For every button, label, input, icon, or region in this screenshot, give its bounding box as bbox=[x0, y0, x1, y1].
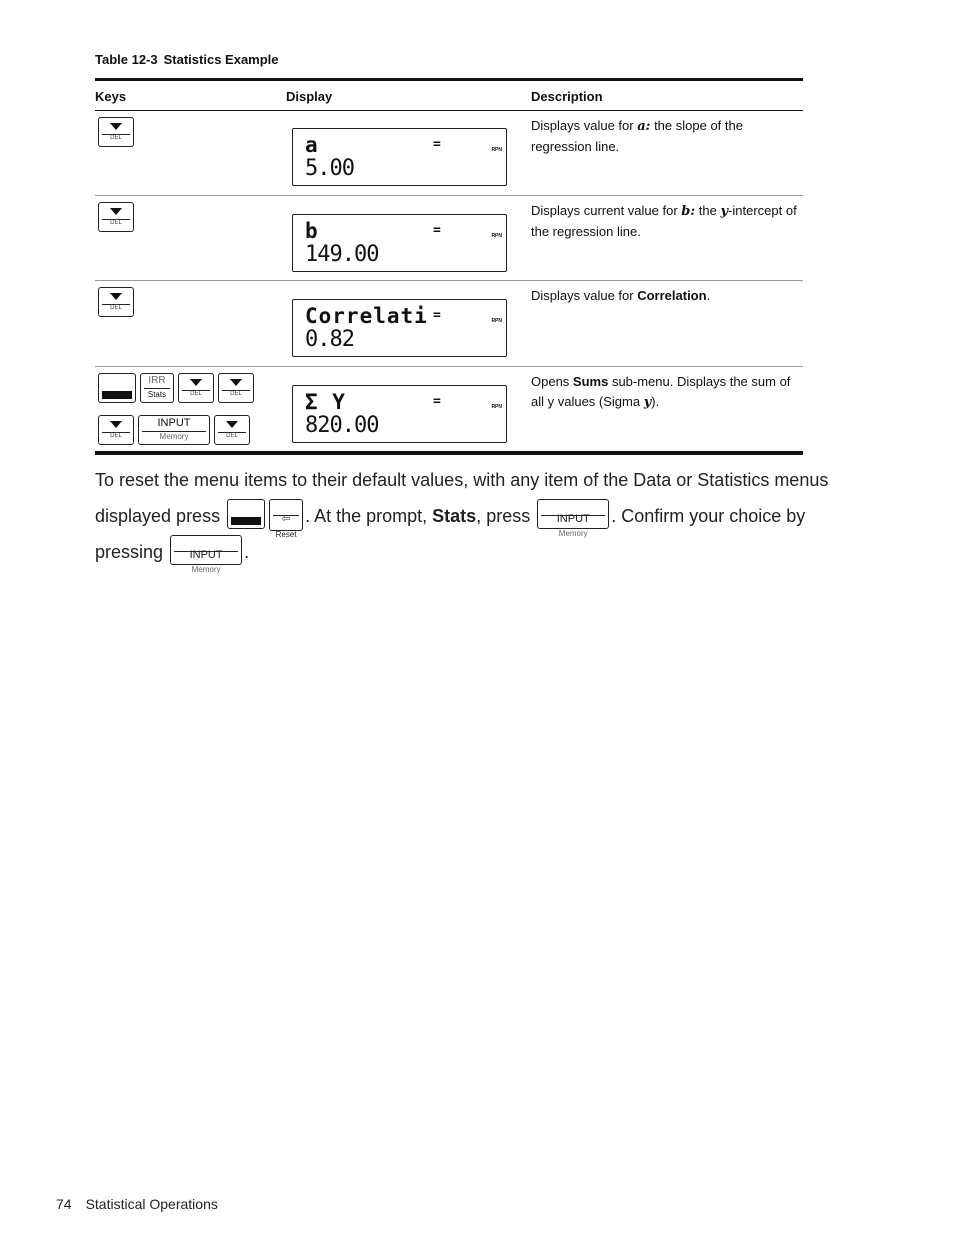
key-sublabel: DEL bbox=[110, 433, 122, 439]
lcd-display bbox=[292, 299, 507, 357]
table-bottom-rule bbox=[95, 451, 803, 455]
paragraph-line: pressing INPUT Memory . bbox=[95, 534, 835, 570]
key-sublabel: DEL bbox=[226, 433, 238, 439]
table-row bbox=[95, 281, 803, 366]
lcd-line2: 5.00 bbox=[305, 156, 354, 181]
lcd-mode: RPN bbox=[491, 147, 502, 153]
shift-key bbox=[98, 373, 136, 403]
down-arrow-key bbox=[98, 117, 134, 147]
header-display: Display bbox=[286, 89, 333, 104]
key-sublabel: Reset bbox=[275, 530, 297, 539]
key-sublabel: DEL bbox=[230, 391, 242, 397]
lcd-display bbox=[292, 128, 507, 186]
paragraph-line: To reset the menu items to their default values, with any item of the Data or Statistics menus bbox=[95, 470, 829, 490]
input-key bbox=[170, 535, 242, 574]
paragraph-line: displayed press ⇦ Reset . At the prompt, Stats, press INPUT Memory . Confirm your choice by bbox=[95, 498, 835, 534]
row-keys bbox=[98, 287, 278, 317]
row-description: Displays value for a: the slope of the regression line. bbox=[531, 118, 743, 154]
lcd-equals: = bbox=[433, 137, 441, 152]
key-top-label: INPUT bbox=[189, 549, 223, 561]
caption-title: Statistics Example bbox=[163, 52, 279, 67]
down-arrow-key bbox=[98, 415, 134, 445]
key-top-label: INPUT bbox=[556, 513, 590, 525]
input-key bbox=[537, 499, 609, 538]
section-title: Statistical Operations bbox=[85, 1196, 218, 1212]
key-sublabel: Memory bbox=[159, 432, 189, 441]
table-row bbox=[95, 111, 803, 195]
header-keys: Keys bbox=[95, 89, 127, 104]
header-description: Description bbox=[531, 89, 603, 104]
key-sublabel: DEL bbox=[110, 135, 122, 141]
lcd-line1: Correlati bbox=[305, 304, 428, 328]
input-key bbox=[138, 415, 210, 445]
down-arrow-key bbox=[214, 415, 250, 445]
table-caption bbox=[95, 52, 279, 67]
down-arrow-icon bbox=[110, 421, 122, 428]
key-top-label: INPUT bbox=[157, 417, 191, 429]
shift-bar-icon bbox=[102, 391, 132, 399]
row-description: Displays current value for b: the y-intercept of the regression line. bbox=[531, 203, 797, 239]
statistics-table bbox=[95, 78, 803, 455]
key-sublabel: Memory bbox=[191, 565, 221, 574]
lcd-line2: 0.82 bbox=[305, 327, 354, 352]
lcd-mode: RPN bbox=[491, 233, 502, 239]
lcd-equals: = bbox=[433, 223, 441, 238]
key-sublabel: DEL bbox=[110, 220, 122, 226]
row-keys bbox=[98, 373, 278, 449]
down-arrow-icon bbox=[110, 293, 122, 300]
down-arrow-key bbox=[218, 373, 254, 403]
row-description: Displays value for Correlation. bbox=[531, 288, 711, 303]
lcd-mode: RPN bbox=[491, 318, 502, 324]
row-keys bbox=[98, 202, 278, 232]
table-row bbox=[95, 196, 803, 280]
row-description: Opens Sums sub-menu. Displays the sum of all y values (Sigma y). bbox=[531, 374, 791, 410]
down-arrow-icon bbox=[190, 379, 202, 386]
key-sublabel: Stats bbox=[147, 390, 167, 399]
reset-key bbox=[269, 499, 303, 539]
down-arrow-icon bbox=[110, 208, 122, 215]
key-sublabel: Memory bbox=[558, 529, 588, 538]
down-arrow-icon bbox=[110, 123, 122, 130]
back-arrow-icon: ⇦ bbox=[281, 513, 291, 525]
shift-key bbox=[227, 499, 265, 529]
key-sublabel: DEL bbox=[110, 305, 122, 311]
key-sublabel: DEL bbox=[190, 391, 202, 397]
lcd-display bbox=[292, 214, 507, 272]
caption-label: Table 12-3 bbox=[95, 52, 158, 67]
page-number: 74 bbox=[56, 1196, 72, 1212]
page-footer bbox=[56, 1196, 218, 1212]
down-arrow-key bbox=[98, 287, 134, 317]
down-arrow-icon bbox=[226, 421, 238, 428]
down-arrow-key bbox=[98, 202, 134, 232]
shift-bar-icon bbox=[231, 517, 261, 525]
row-keys bbox=[98, 117, 278, 147]
table-header bbox=[95, 81, 803, 110]
lcd-mode: RPN bbox=[491, 404, 502, 410]
lcd-line2: 820.00 bbox=[305, 413, 379, 438]
table-row bbox=[95, 367, 803, 451]
down-arrow-icon bbox=[230, 379, 242, 386]
lcd-line1: a bbox=[305, 133, 319, 157]
lcd-line1: b bbox=[305, 219, 319, 243]
instruction-paragraph bbox=[95, 462, 835, 574]
lcd-equals: = bbox=[433, 308, 441, 323]
down-arrow-key bbox=[178, 373, 214, 403]
lcd-equals: = bbox=[433, 394, 441, 409]
lcd-line1: Σ Y bbox=[305, 390, 346, 414]
lcd-display bbox=[292, 385, 507, 443]
key-top-label: IRR bbox=[148, 375, 166, 386]
lcd-line2: 149.00 bbox=[305, 242, 379, 267]
irr-stats-key bbox=[140, 373, 174, 403]
